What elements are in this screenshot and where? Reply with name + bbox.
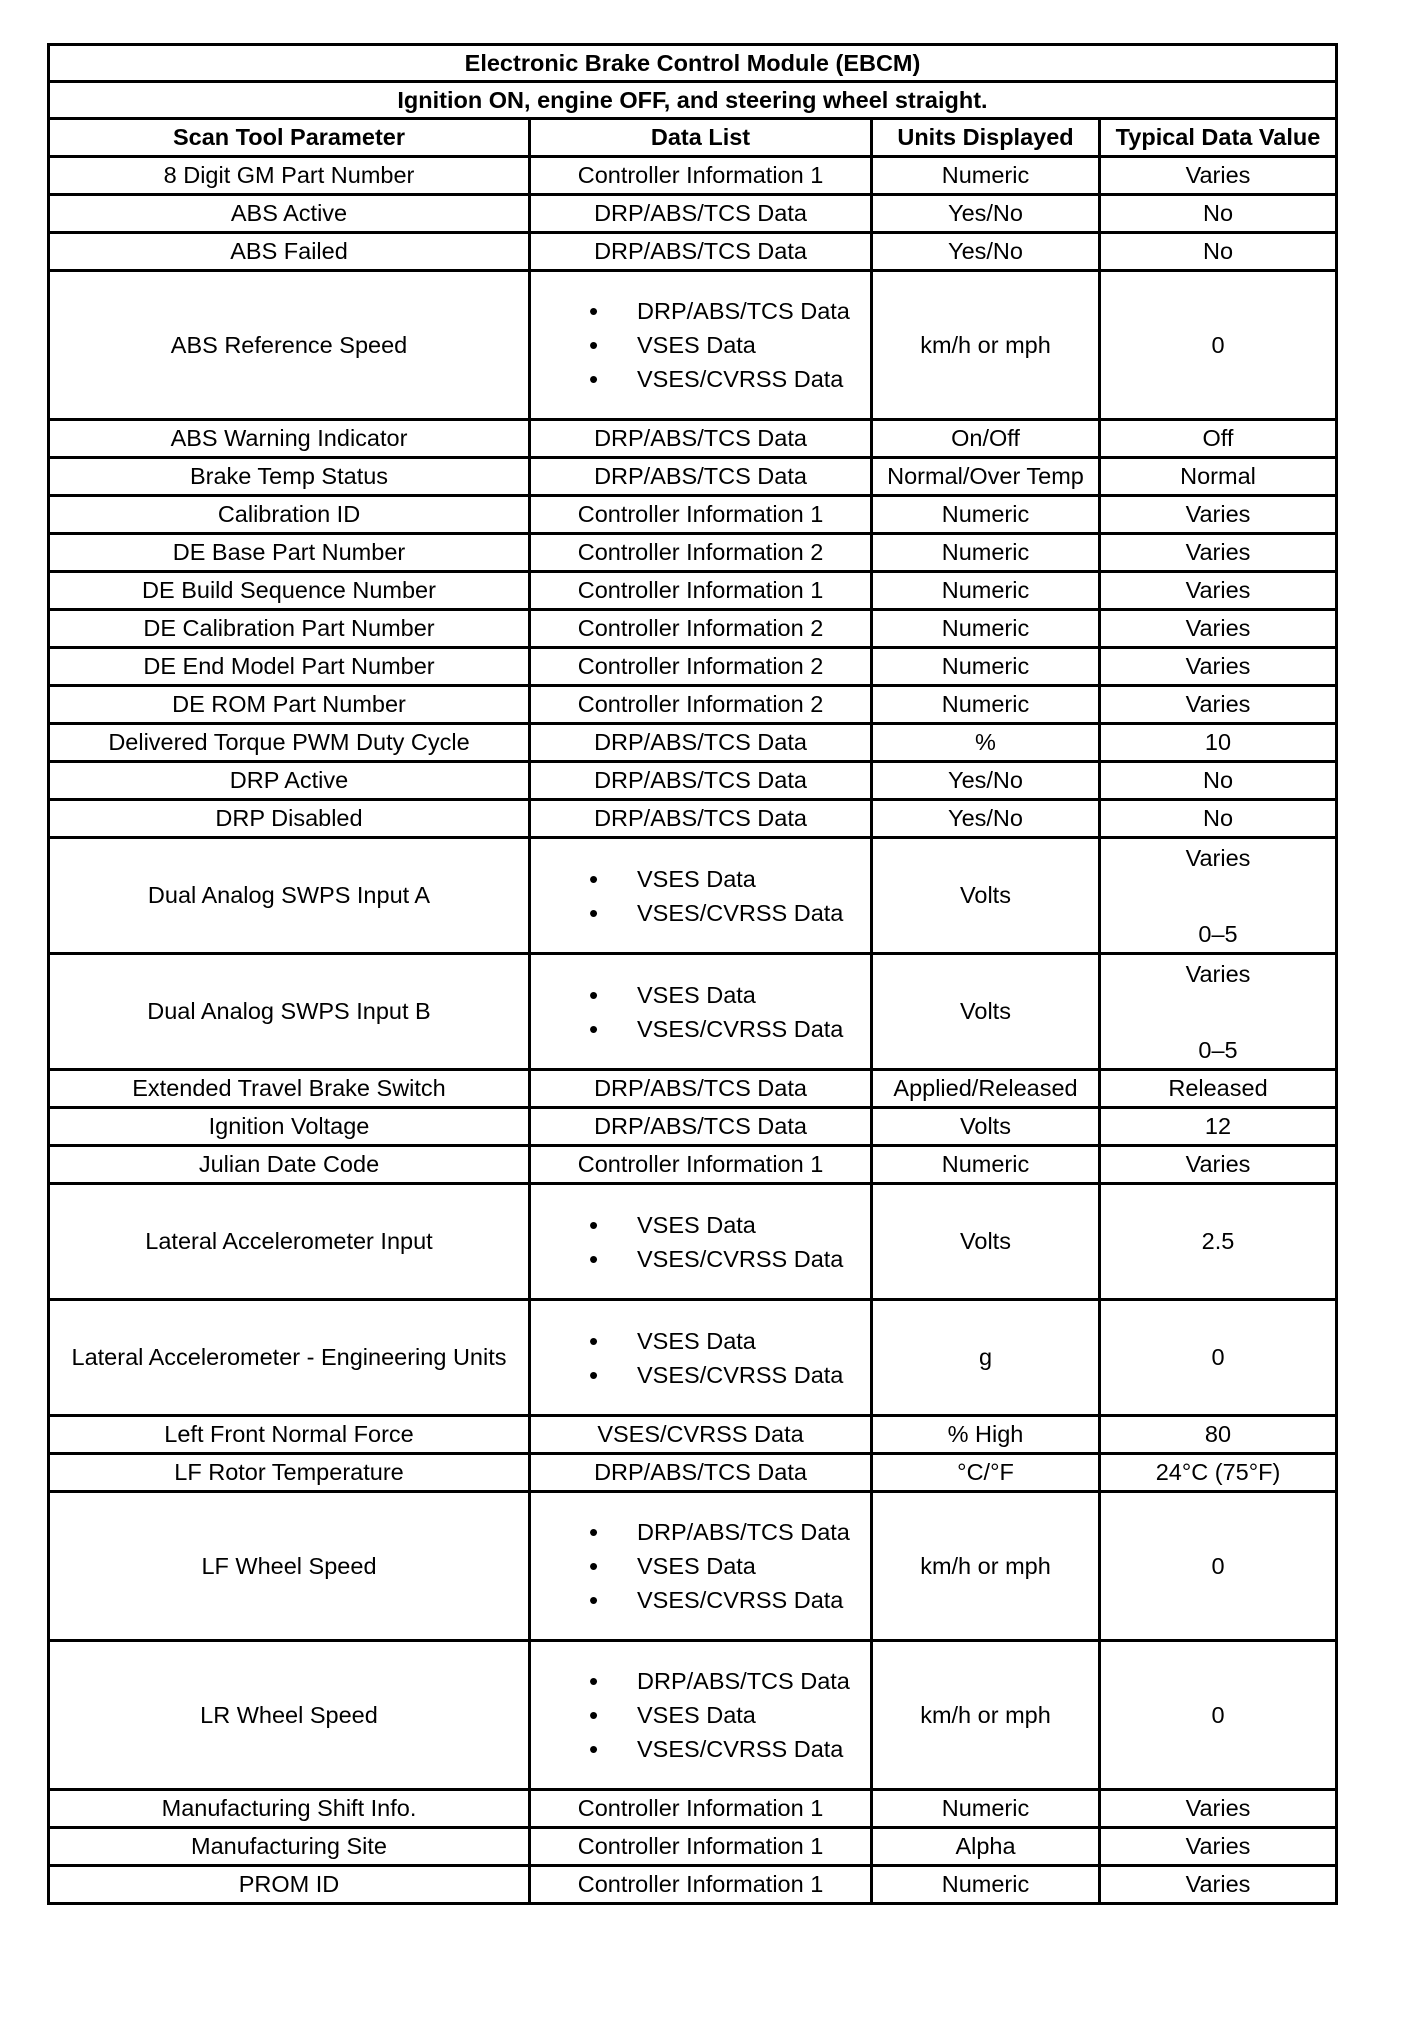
- cell-parameter: DE Base Part Number: [49, 534, 530, 572]
- cell-parameter: DRP Active: [49, 762, 530, 800]
- cell-units-displayed: Numeric: [872, 534, 1100, 572]
- data-list-items: [534, 294, 867, 396]
- typical-value-stack: [1104, 959, 1332, 1065]
- data-list-items: [534, 978, 867, 1046]
- cell-data-list: [530, 1641, 872, 1790]
- data-list-item: • VSES Data: [589, 1698, 867, 1732]
- cell-typical-value: Varies: [1100, 534, 1337, 572]
- cell-data-list: DRP/ABS/TCS Data: [530, 762, 872, 800]
- cell-parameter: ABS Failed: [49, 233, 530, 271]
- data-list-item: • DRP/ABS/TCS Data: [589, 1515, 867, 1549]
- table-row: [49, 534, 1337, 572]
- typical-value-line: Varies: [1185, 960, 1251, 987]
- table-row: [49, 458, 1337, 496]
- cell-units-displayed: Numeric: [872, 1146, 1100, 1184]
- table-row: [49, 271, 1337, 420]
- cell-typical-value: [1100, 954, 1337, 1070]
- cell-parameter: DRP Disabled: [49, 800, 530, 838]
- cell-units-displayed: On/Off: [872, 420, 1100, 458]
- data-list-item: • VSES/CVRSS Data: [589, 1358, 867, 1392]
- cell-units-displayed: Volts: [872, 954, 1100, 1070]
- table-title: Electronic Brake Control Module (EBCM): [49, 45, 1337, 82]
- cell-parameter: 8 Digit GM Part Number: [49, 157, 530, 195]
- cell-data-list: [530, 838, 872, 954]
- cell-data-list: [530, 1492, 872, 1641]
- cell-typical-value: 24°C (75°F): [1100, 1454, 1337, 1492]
- cell-data-list: [530, 1300, 872, 1416]
- typical-value-line: Varies: [1185, 844, 1251, 871]
- cell-typical-value: [1100, 838, 1337, 954]
- table-row: [49, 1184, 1337, 1300]
- data-list-items: [534, 1208, 867, 1276]
- table-row: [49, 724, 1337, 762]
- cell-data-list: DRP/ABS/TCS Data: [530, 1454, 872, 1492]
- cell-parameter: DE ROM Part Number: [49, 686, 530, 724]
- cell-units-displayed: Numeric: [872, 686, 1100, 724]
- cell-typical-value: No: [1100, 233, 1337, 271]
- table-row: [49, 800, 1337, 838]
- cell-data-list: DRP/ABS/TCS Data: [530, 420, 872, 458]
- cell-data-list: DRP/ABS/TCS Data: [530, 724, 872, 762]
- cell-units-displayed: %: [872, 724, 1100, 762]
- header-typical-data-value: Typical Data Value: [1100, 119, 1337, 157]
- data-list-item: • VSES Data: [589, 1208, 867, 1242]
- data-list-items: [534, 1515, 867, 1617]
- table-row: [49, 1454, 1337, 1492]
- typical-value-line: 0–5: [1198, 920, 1238, 947]
- cell-typical-value: Normal: [1100, 458, 1337, 496]
- table-row: [49, 1070, 1337, 1108]
- table-row: [49, 1492, 1337, 1641]
- cell-typical-value: No: [1100, 195, 1337, 233]
- table-row: [49, 496, 1337, 534]
- cell-units-displayed: g: [872, 1300, 1100, 1416]
- cell-units-displayed: Normal/Over Temp: [872, 458, 1100, 496]
- cell-units-displayed: Numeric: [872, 496, 1100, 534]
- header-units-displayed: Units Displayed: [872, 119, 1100, 157]
- cell-data-list: Controller Information 1: [530, 1790, 872, 1828]
- cell-typical-value: Varies: [1100, 610, 1337, 648]
- data-list-item: • VSES Data: [589, 1549, 867, 1583]
- cell-parameter: Left Front Normal Force: [49, 1416, 530, 1454]
- table-row: [49, 1300, 1337, 1416]
- table-subtitle: Ignition ON, engine OFF, and steering wheel straight.: [49, 82, 1337, 119]
- cell-typical-value: 0: [1100, 271, 1337, 420]
- cell-typical-value: Varies: [1100, 572, 1337, 610]
- cell-parameter: ABS Reference Speed: [49, 271, 530, 420]
- ebcm-data-table: [47, 43, 1338, 1905]
- cell-units-displayed: Numeric: [872, 1790, 1100, 1828]
- cell-parameter: LF Wheel Speed: [49, 1492, 530, 1641]
- cell-data-list: DRP/ABS/TCS Data: [530, 233, 872, 271]
- cell-data-list: [530, 271, 872, 420]
- cell-typical-value: 10: [1100, 724, 1337, 762]
- cell-parameter: Manufacturing Site: [49, 1828, 530, 1866]
- table-row: [49, 1108, 1337, 1146]
- table-row: [49, 610, 1337, 648]
- cell-parameter: Manufacturing Shift Info.: [49, 1790, 530, 1828]
- cell-data-list: Controller Information 1: [530, 1828, 872, 1866]
- cell-units-displayed: Volts: [872, 838, 1100, 954]
- table-row: [49, 420, 1337, 458]
- data-list-items: [534, 862, 867, 930]
- cell-typical-value: 0: [1100, 1300, 1337, 1416]
- data-list-items: [534, 1664, 867, 1766]
- data-list-items: [534, 1324, 867, 1392]
- cell-parameter: Calibration ID: [49, 496, 530, 534]
- cell-typical-value: No: [1100, 762, 1337, 800]
- data-list-item: • VSES Data: [589, 862, 867, 896]
- cell-parameter: LF Rotor Temperature: [49, 1454, 530, 1492]
- data-list-item: • VSES/CVRSS Data: [589, 1012, 867, 1046]
- table-row: [49, 1146, 1337, 1184]
- table-row: [49, 648, 1337, 686]
- cell-parameter: Lateral Accelerometer - Engineering Units: [49, 1300, 530, 1416]
- cell-units-displayed: °C/°F: [872, 1454, 1100, 1492]
- cell-units-displayed: Yes/No: [872, 762, 1100, 800]
- cell-units-displayed: Numeric: [872, 1866, 1100, 1904]
- cell-parameter: Dual Analog SWPS Input B: [49, 954, 530, 1070]
- table-row: [49, 838, 1337, 954]
- cell-typical-value: Varies: [1100, 1146, 1337, 1184]
- cell-units-displayed: km/h or mph: [872, 1492, 1100, 1641]
- cell-parameter: ABS Warning Indicator: [49, 420, 530, 458]
- table-row: [49, 954, 1337, 1070]
- cell-data-list: Controller Information 1: [530, 157, 872, 195]
- data-list-item: • VSES Data: [589, 1324, 867, 1358]
- cell-units-displayed: % High: [872, 1416, 1100, 1454]
- table-row: [49, 1790, 1337, 1828]
- cell-typical-value: Varies: [1100, 648, 1337, 686]
- cell-parameter: Julian Date Code: [49, 1146, 530, 1184]
- cell-data-list: DRP/ABS/TCS Data: [530, 1070, 872, 1108]
- cell-typical-value: 12: [1100, 1108, 1337, 1146]
- cell-units-displayed: Applied/Released: [872, 1070, 1100, 1108]
- cell-parameter: DE Build Sequence Number: [49, 572, 530, 610]
- header-row: [49, 119, 1337, 157]
- cell-parameter: LR Wheel Speed: [49, 1641, 530, 1790]
- cell-data-list: Controller Information 1: [530, 496, 872, 534]
- data-list-item: • DRP/ABS/TCS Data: [589, 294, 867, 328]
- header-scan-tool-parameter: Scan Tool Parameter: [49, 119, 530, 157]
- table-row: [49, 195, 1337, 233]
- cell-units-displayed: Alpha: [872, 1828, 1100, 1866]
- data-list-item: • VSES/CVRSS Data: [589, 896, 867, 930]
- cell-parameter: Brake Temp Status: [49, 458, 530, 496]
- data-list-item: • VSES/CVRSS Data: [589, 1583, 867, 1617]
- cell-parameter: Lateral Accelerometer Input: [49, 1184, 530, 1300]
- cell-data-list: DRP/ABS/TCS Data: [530, 800, 872, 838]
- cell-parameter: Dual Analog SWPS Input A: [49, 838, 530, 954]
- cell-units-displayed: Numeric: [872, 572, 1100, 610]
- typical-value-stack: [1104, 843, 1332, 949]
- cell-parameter: PROM ID: [49, 1866, 530, 1904]
- table-row: [49, 233, 1337, 271]
- table-row: [49, 1828, 1337, 1866]
- cell-typical-value: Varies: [1100, 1866, 1337, 1904]
- cell-data-list: Controller Information 1: [530, 572, 872, 610]
- typical-value-line: 0–5: [1198, 1036, 1238, 1063]
- title-row: [49, 45, 1337, 82]
- cell-units-displayed: Volts: [872, 1108, 1100, 1146]
- data-list-item: • DRP/ABS/TCS Data: [589, 1664, 867, 1698]
- cell-parameter: Delivered Torque PWM Duty Cycle: [49, 724, 530, 762]
- cell-parameter: DE End Model Part Number: [49, 648, 530, 686]
- cell-parameter: DE Calibration Part Number: [49, 610, 530, 648]
- cell-units-displayed: Volts: [872, 1184, 1100, 1300]
- header-data-list: Data List: [530, 119, 872, 157]
- cell-data-list: Controller Information 2: [530, 610, 872, 648]
- cell-typical-value: 80: [1100, 1416, 1337, 1454]
- cell-units-displayed: Yes/No: [872, 195, 1100, 233]
- cell-data-list: Controller Information 1: [530, 1146, 872, 1184]
- cell-units-displayed: Numeric: [872, 648, 1100, 686]
- cell-typical-value: Varies: [1100, 1790, 1337, 1828]
- cell-typical-value: Off: [1100, 420, 1337, 458]
- cell-data-list: VSES/CVRSS Data: [530, 1416, 872, 1454]
- cell-typical-value: No: [1100, 800, 1337, 838]
- cell-data-list: Controller Information 1: [530, 1866, 872, 1904]
- cell-parameter: Ignition Voltage: [49, 1108, 530, 1146]
- table-body: [49, 157, 1337, 1904]
- table-row: [49, 1416, 1337, 1454]
- cell-typical-value: 2.5: [1100, 1184, 1337, 1300]
- cell-units-displayed: Numeric: [872, 157, 1100, 195]
- cell-units-displayed: Yes/No: [872, 800, 1100, 838]
- cell-typical-value: Varies: [1100, 1828, 1337, 1866]
- cell-typical-value: Varies: [1100, 686, 1337, 724]
- cell-data-list: DRP/ABS/TCS Data: [530, 1108, 872, 1146]
- cell-typical-value: Varies: [1100, 157, 1337, 195]
- table-row: [49, 157, 1337, 195]
- cell-data-list: Controller Information 2: [530, 534, 872, 572]
- cell-data-list: [530, 1184, 872, 1300]
- cell-parameter: Extended Travel Brake Switch: [49, 1070, 530, 1108]
- cell-units-displayed: km/h or mph: [872, 1641, 1100, 1790]
- table-row: [49, 1866, 1337, 1904]
- table-row: [49, 762, 1337, 800]
- cell-data-list: [530, 954, 872, 1070]
- cell-units-displayed: Yes/No: [872, 233, 1100, 271]
- data-list-item: • VSES/CVRSS Data: [589, 1242, 867, 1276]
- cell-data-list: Controller Information 2: [530, 648, 872, 686]
- table-row: [49, 1641, 1337, 1790]
- table-row: [49, 686, 1337, 724]
- data-list-item: • VSES/CVRSS Data: [589, 1732, 867, 1766]
- cell-typical-value: Varies: [1100, 496, 1337, 534]
- subtitle-row: [49, 82, 1337, 119]
- cell-typical-value: 0: [1100, 1492, 1337, 1641]
- cell-units-displayed: km/h or mph: [872, 271, 1100, 420]
- cell-units-displayed: Numeric: [872, 610, 1100, 648]
- cell-typical-value: 0: [1100, 1641, 1337, 1790]
- data-list-item: • VSES Data: [589, 978, 867, 1012]
- cell-data-list: Controller Information 2: [530, 686, 872, 724]
- cell-data-list: DRP/ABS/TCS Data: [530, 458, 872, 496]
- cell-data-list: DRP/ABS/TCS Data: [530, 195, 872, 233]
- cell-typical-value: Released: [1100, 1070, 1337, 1108]
- data-list-item: • VSES/CVRSS Data: [589, 362, 867, 396]
- table-row: [49, 572, 1337, 610]
- cell-parameter: ABS Active: [49, 195, 530, 233]
- data-list-item: • VSES Data: [589, 328, 867, 362]
